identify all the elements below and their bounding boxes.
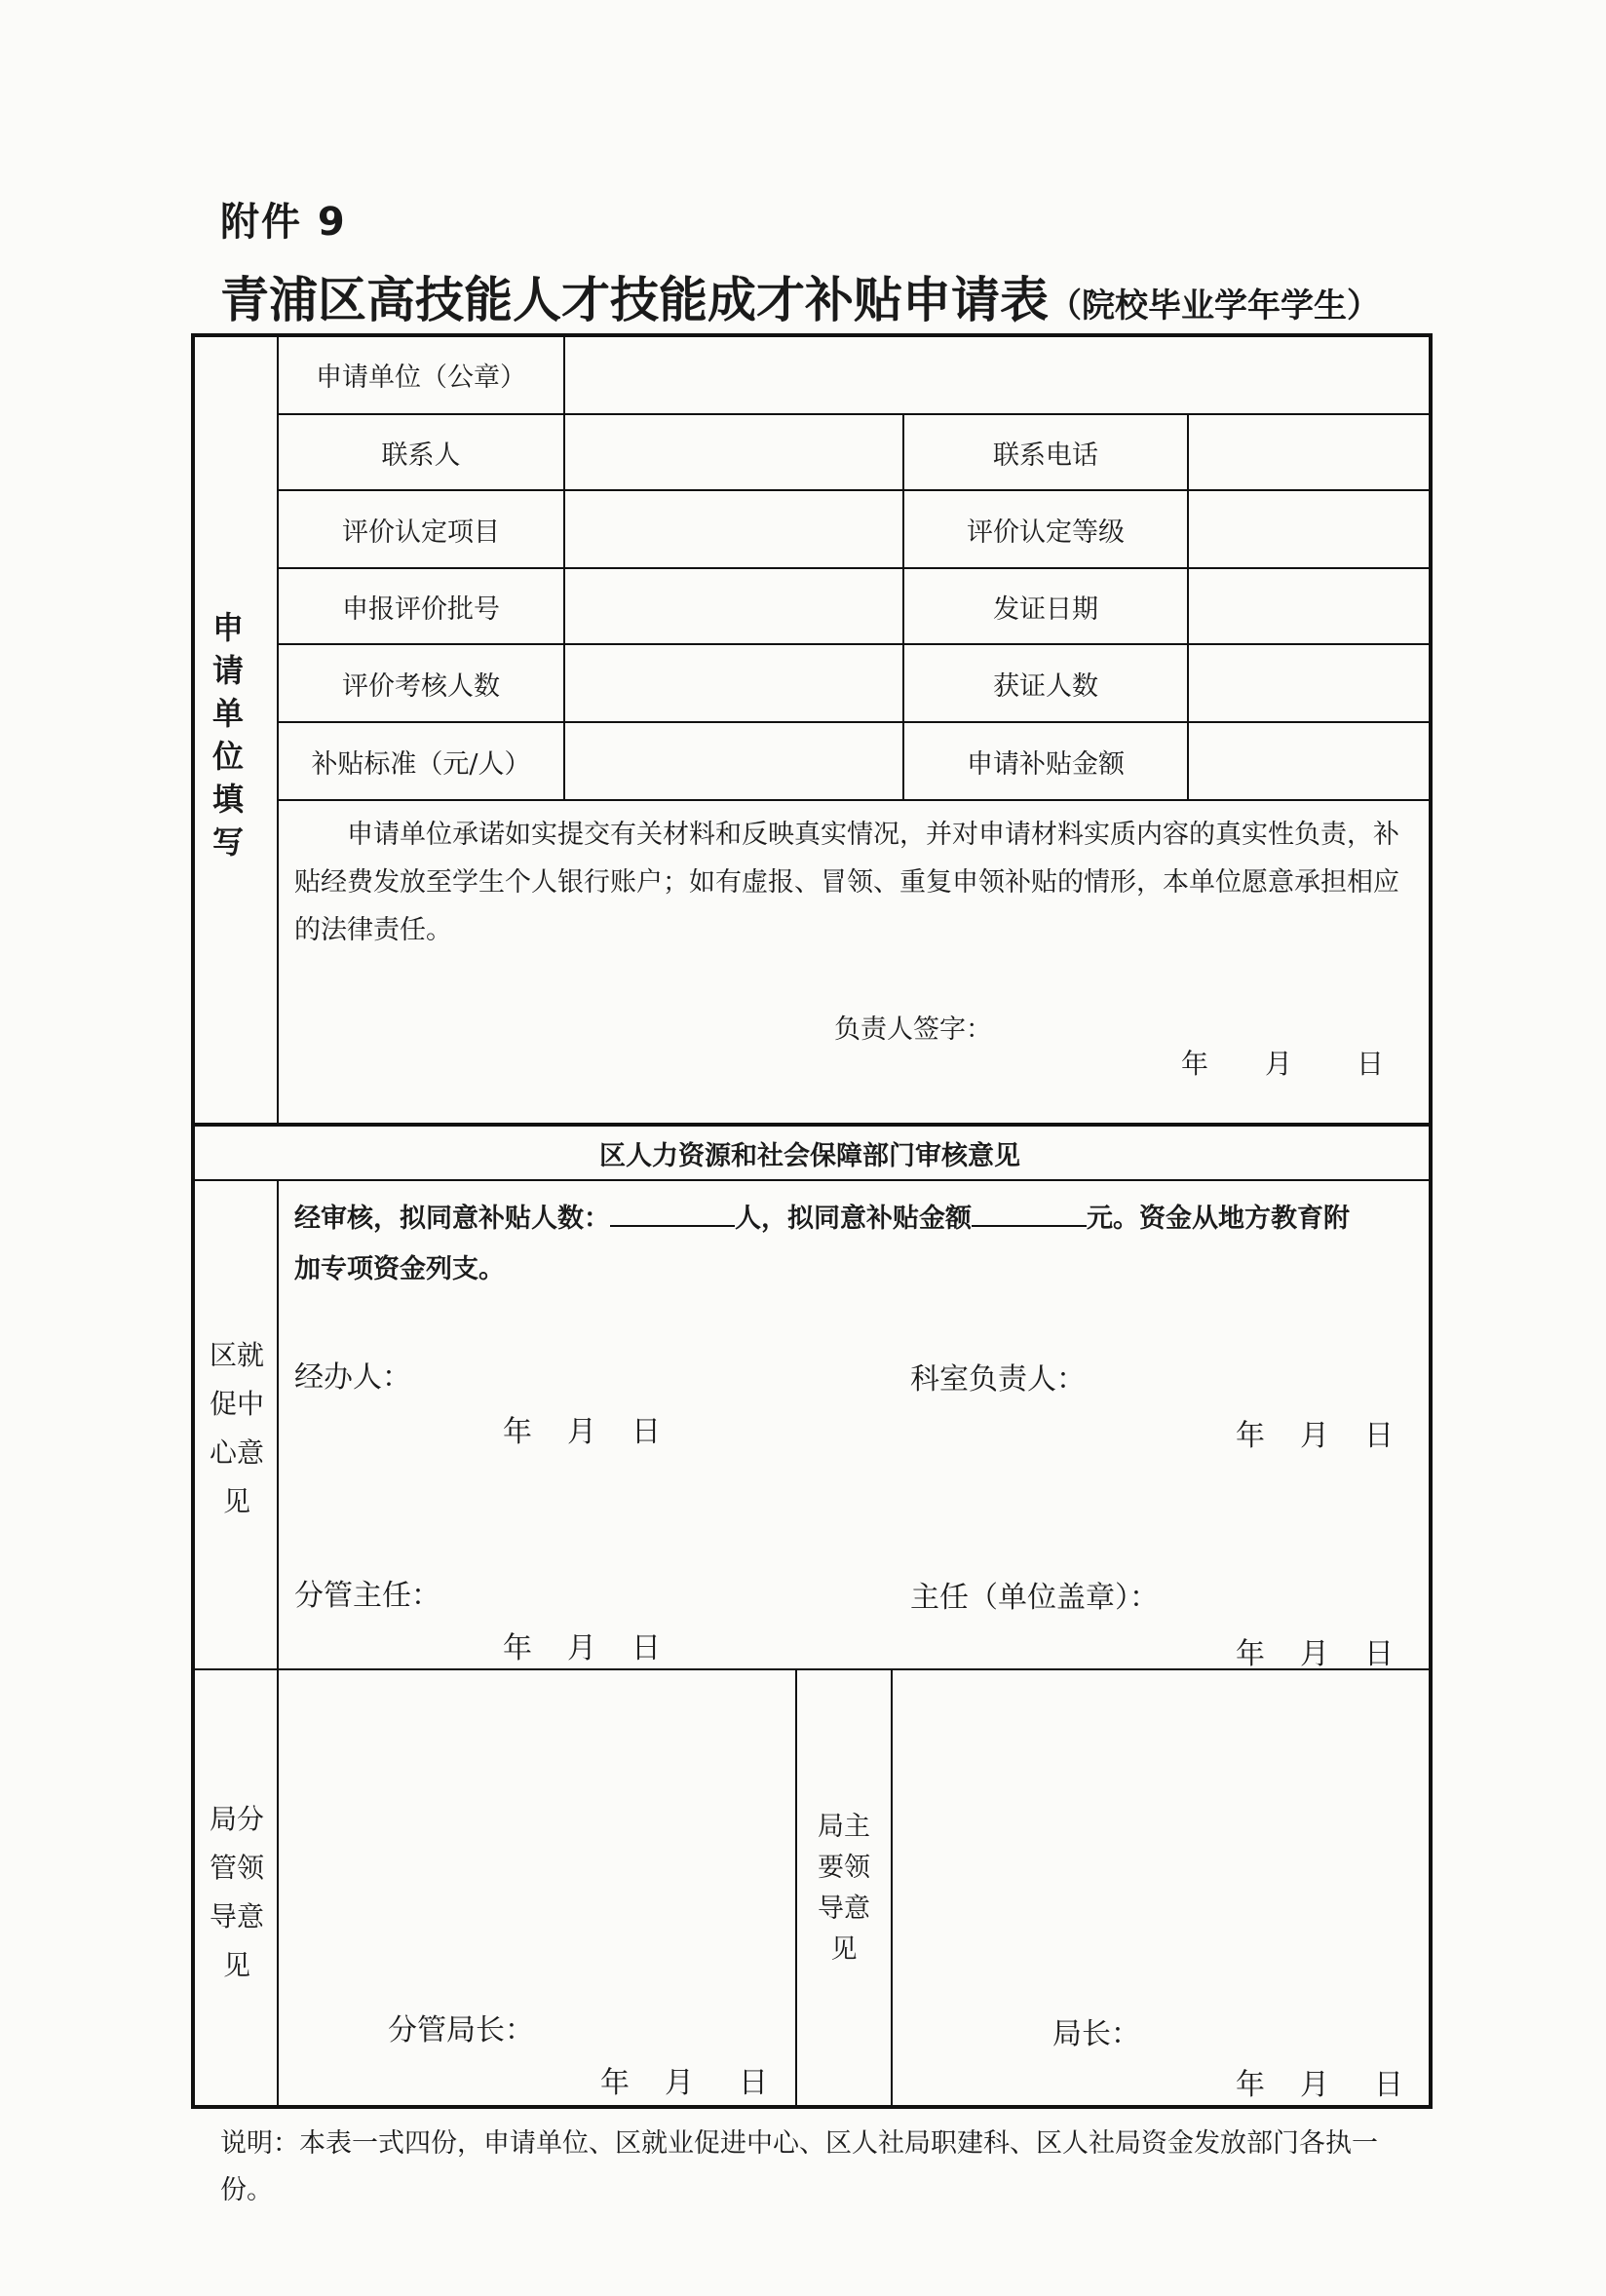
assessed-count-field[interactable] <box>565 645 902 721</box>
day-label: 日 <box>739 2066 768 2100</box>
divider <box>277 1179 279 2107</box>
chief-label-line: 导意 <box>818 1894 870 1924</box>
center-label-line: 促中 <box>209 1388 264 1420</box>
deputy-label-line: 管领 <box>209 1852 264 1884</box>
center-opinion-label <box>203 1331 271 1526</box>
year-label: 年 <box>1181 1048 1209 1080</box>
assessed-count-label: 评价考核人数 <box>342 670 500 702</box>
unit-field[interactable] <box>565 335 1429 413</box>
pledge-date <box>1181 1043 1384 1082</box>
approved-count-blank[interactable] <box>610 1225 735 1227</box>
center-label-line: 区就 <box>209 1339 264 1371</box>
deputy-label-line: 导意 <box>209 1900 264 1932</box>
director-date <box>1236 1629 1394 1672</box>
batch-number-label: 申报评价批号 <box>342 593 500 625</box>
approved-amount-blank[interactable] <box>972 1225 1087 1227</box>
footer-note: 说明：本表一式四份，申请单位、区就业促进中心、区人社局职建科、区人社局资金发放部门各执一份。 <box>220 2128 1378 2205</box>
month-label: 月 <box>665 2066 694 2100</box>
subsidy-standard-label: 补贴标准（元/人） <box>311 748 531 780</box>
border-bottom <box>191 2105 1433 2109</box>
subsidy-standard-field[interactable] <box>565 723 902 799</box>
year-label: 年 <box>503 1415 532 1449</box>
chief-label-line: 局主 <box>818 1812 870 1842</box>
month-label: 月 <box>1300 1419 1329 1453</box>
approval-part2: 人，拟同意补贴金额 <box>735 1204 972 1234</box>
side-char: 申 <box>212 609 245 646</box>
contact-phone-label: 联系电话 <box>993 440 1098 471</box>
side-char: 请 <box>212 652 245 689</box>
divider <box>891 1668 893 2107</box>
approval-statement <box>294 1197 1350 1235</box>
issue-date-field[interactable] <box>1189 569 1429 643</box>
deputy-director-label: 分管主任： <box>294 1579 440 1613</box>
year-label: 年 <box>600 2066 630 2100</box>
form-title-sub: （院校毕业学年学生） <box>1049 287 1380 325</box>
contact-person-label: 联系人 <box>381 440 461 471</box>
chief-bureau-date <box>1236 2060 1403 2103</box>
deputy-bureau-date <box>600 2058 768 2101</box>
chief-leader-label <box>805 1807 883 1971</box>
deputy-director-date <box>503 1624 661 1666</box>
evaluation-level-field[interactable] <box>1189 491 1429 567</box>
subsidy-amount-field[interactable] <box>1189 723 1429 799</box>
month-label: 月 <box>1300 2068 1329 2102</box>
evaluation-project-field[interactable] <box>565 491 902 567</box>
month-label: 月 <box>1265 1048 1293 1080</box>
signature-label: 负责人签字： <box>834 1014 992 1045</box>
issue-date-label: 发证日期 <box>993 593 1098 625</box>
center-label-line: 心意 <box>209 1436 264 1469</box>
day-label: 日 <box>1364 1637 1394 1671</box>
review-header: 区人力资源和社会保障部门审核意见 <box>599 1140 1020 1171</box>
divider <box>277 799 1431 801</box>
year-label: 年 <box>1236 2068 1265 2102</box>
deputy-label-line: 见 <box>222 1949 250 1981</box>
divider <box>191 1179 1433 1181</box>
year-label: 年 <box>1236 1419 1265 1453</box>
handler-date <box>503 1407 661 1450</box>
applicant-side-label <box>212 606 244 863</box>
day-label: 日 <box>1357 1048 1385 1080</box>
deputy-leader-label <box>203 1795 271 1990</box>
evaluation-level-label: 评价认定等级 <box>967 517 1125 548</box>
side-char: 写 <box>212 823 245 861</box>
month-label: 月 <box>1300 1637 1329 1671</box>
handler-label: 经办人： <box>294 1360 411 1395</box>
chief-label-line: 见 <box>830 1934 858 1965</box>
month-label: 月 <box>567 1631 596 1665</box>
month-label: 月 <box>567 1415 596 1449</box>
side-char: 位 <box>212 738 245 775</box>
year-label: 年 <box>1236 1637 1265 1671</box>
deputy-director-general-label: 分管局长： <box>388 2013 534 2047</box>
day-label: 日 <box>1364 1419 1394 1453</box>
director-general-label: 局长： <box>1052 2017 1140 2051</box>
deputy-label-line: 局分 <box>209 1803 264 1835</box>
director-label: 主任（单位盖章）： <box>910 1581 1159 1615</box>
certified-count-field[interactable] <box>1189 645 1429 721</box>
subsidy-amount-label: 申请补贴金额 <box>967 748 1125 780</box>
contact-phone-field[interactable] <box>1189 415 1429 489</box>
border-right <box>1429 333 1433 2109</box>
certified-count-label: 获证人数 <box>993 670 1098 702</box>
center-label-line: 见 <box>222 1485 250 1517</box>
day-label: 日 <box>1374 2068 1403 2102</box>
pledge-text: 申请单位承诺如实提交有关材料和反映真实情况，并对申请材料实质内容的真实性负责，补贴经费发放至学生个人银行账户；如有虚报、冒领、重复申领补贴的情形，本单位愿意承担相应的法律责任。 <box>294 820 1399 945</box>
form-title <box>220 261 1380 331</box>
batch-number-field[interactable] <box>565 569 902 643</box>
divider <box>795 1668 797 2107</box>
day-label: 日 <box>631 1415 661 1449</box>
contact-person-field[interactable] <box>565 415 902 489</box>
section-head-date <box>1236 1411 1394 1454</box>
approval-part1: 经审核，拟同意补贴人数： <box>294 1204 610 1234</box>
form-title-main: 青浦区高技能人才技能成才补贴申请表 <box>220 272 1049 328</box>
side-char: 单 <box>212 695 245 732</box>
chief-label-line: 要领 <box>818 1853 870 1883</box>
border-left <box>191 333 195 2109</box>
side-char: 填 <box>212 781 245 818</box>
day-label: 日 <box>631 1631 661 1665</box>
unit-label: 申请单位（公章） <box>316 362 526 393</box>
evaluation-project-label: 评价认定项目 <box>342 517 500 548</box>
application-form <box>191 333 1433 2109</box>
attachment-number: 附件 9 <box>220 200 347 245</box>
approval-line2: 加专项资金列支。 <box>294 1254 505 1284</box>
section-head-label: 科室负责人： <box>910 1362 1086 1397</box>
approval-part3: 元。资金从地方教育附 <box>1087 1204 1350 1234</box>
year-label: 年 <box>503 1631 532 1665</box>
